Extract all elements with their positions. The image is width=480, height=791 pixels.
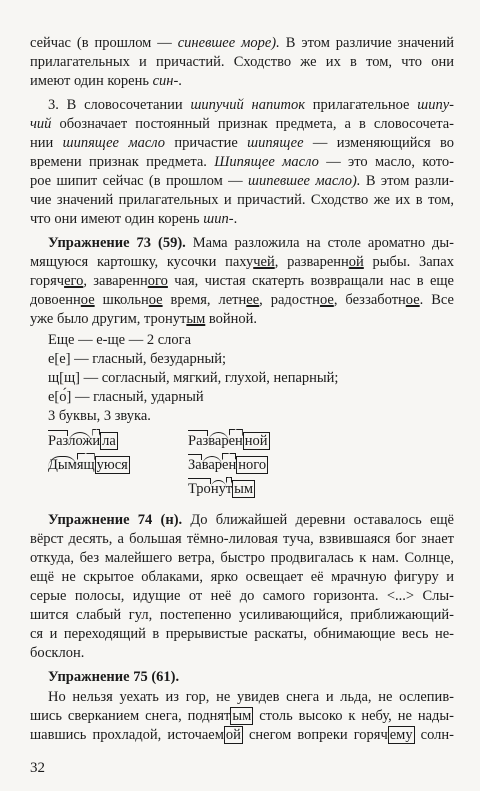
text-line: Но нельзя уехать из гор, не увидев снега и льда, не ослепив- <box>48 689 454 705</box>
text-line: чие значений прилагательных и причастий. Сходство же их в том, <box>30 192 454 208</box>
text-line: серые полосы, идущие от неё до самого горизонта. <...> Слы- <box>30 588 454 604</box>
text-line: ся и переходящий в прерывистые раскаты, обнимающие весь не- <box>30 626 454 642</box>
word-parse-tronutym: Тронут ым <box>188 481 254 497</box>
exercise-73-heading: Упражнение 73 (59). Мама разложила на столе ароматно ды- <box>48 235 454 251</box>
text-line: шись сверканием снега, поднят ым столь высоко к небу, не нады- <box>30 708 454 724</box>
text-line: горячего, заваренного чая, чистая скатерть возвращали нас в еще <box>30 273 454 289</box>
text-line: что они имеют один корень шип-. <box>30 211 238 227</box>
page-number: 32 <box>30 760 45 776</box>
exercise-75-heading: Упражнение 75 (61). <box>48 669 180 685</box>
phonetic-line: е[е] — гласный, безударный; <box>48 351 227 367</box>
text-line: чий обозначает постоянный признак предмета, а в словосочета- <box>30 116 454 132</box>
phonetic-line: щ[щ] — согласный, мягкий, глухой, непарный; <box>48 370 339 386</box>
word-parse-razlozhila: Разложи ла <box>48 433 116 449</box>
text-line: босклон. <box>30 645 85 661</box>
phonetic-line: Еще — е-ще — 2 слога <box>48 332 192 348</box>
text-line: 3. В словосочетании шипучий напиток прилагательное шипу- <box>48 97 454 113</box>
exercise-74-heading: Упражнение 74 (н). До ближайшей деревни оставалось ещё <box>48 512 454 528</box>
text-line: прилагательных и причастий. Сходство же их в том, что они <box>30 54 454 70</box>
text-line: уже было другим, тронутым войной. <box>30 311 258 327</box>
text-line: шится слабый гул, постепенно усиливающийся, приближающий- <box>30 607 454 623</box>
phonetic-line: е[о́] — гласный, ударный <box>48 389 204 405</box>
text-line: мящуюся картошку, кусочки пахучей, разваренной рыбы. Запах <box>30 254 454 270</box>
text-line: ещё не скрытое облаками, ярко освещает её мрачную фигуру и <box>30 569 454 585</box>
word-parse-zavarennogo: Заварен ного <box>188 457 267 473</box>
word-parse-dymyashchuyusya: Дымящ уюся <box>48 457 128 473</box>
phonetic-line: 3 буквы, 3 звука. <box>48 408 151 424</box>
text-line: вёрст десять, а большая тёмно-лиловая туча, взвившаяся бог знает <box>30 531 454 547</box>
text-line: имеют один корень син-. <box>30 73 182 89</box>
text-line: нии шипящее масло причастие шипящее — изменяющийся во <box>30 135 454 151</box>
text-line: откуда, без малейшего ветра, быстро продвигалась к нам. Солнце, <box>30 550 454 566</box>
text-line: сейчас (в прошлом — синевшее море). В этом различие значений <box>30 35 455 51</box>
text-line: рое шипит сейчас (в прошлом — шипевшее масло). В этом разли- <box>30 173 454 189</box>
text-line: шавшись прохладой, источаем ой снегом вопреки горяч ему солн- <box>30 727 454 743</box>
text-line: времени признак предмета. Шипящее масло — это масло, кото- <box>30 154 454 170</box>
word-parse-razvarennoy: Разварен ной <box>188 433 268 449</box>
text-line: довоенное школьное время, летнее, радостное, беззаботное. Все <box>30 292 454 308</box>
